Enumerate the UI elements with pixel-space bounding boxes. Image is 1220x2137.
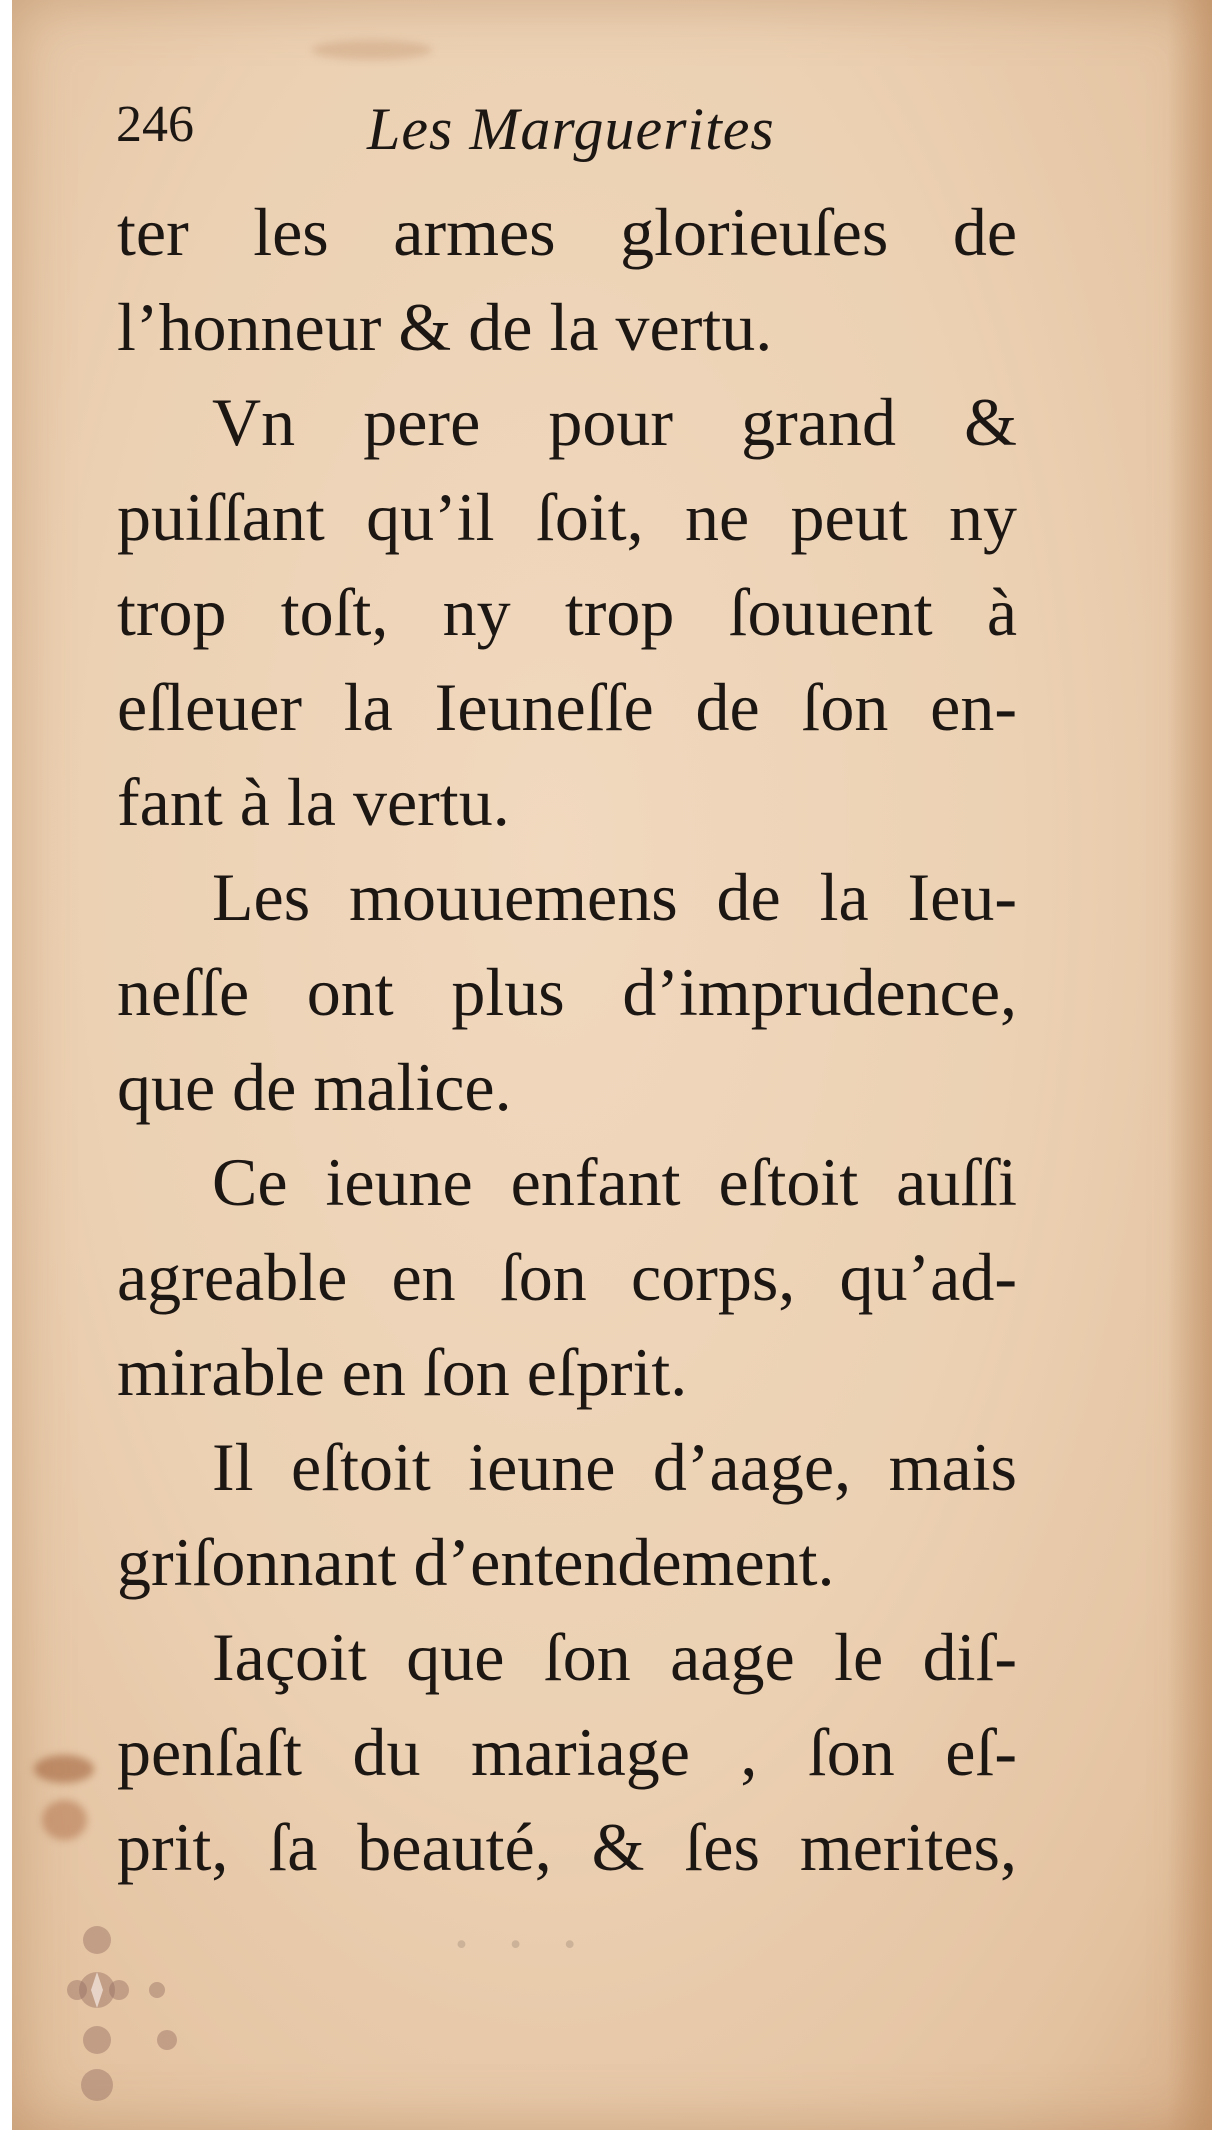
stain-mark xyxy=(42,1800,87,1840)
text-line: penſaſt du mariage , ſon eſ- xyxy=(117,1714,1017,1790)
running-header-title: Les Marguerites xyxy=(367,96,775,162)
page-number: 246 xyxy=(116,96,194,153)
text-line: prit, ſa beauté, & ſes merites, xyxy=(117,1809,1017,1885)
text-line: Vn pere pour grand & xyxy=(212,384,1017,460)
text-line: puiſſant qu’il ſoit, ne peut ny xyxy=(117,479,1017,555)
text-line: ter les armes glorieuſes de xyxy=(117,194,1017,270)
book-page xyxy=(12,0,1212,2130)
text-line: trop toſt, ny trop ſouuent à xyxy=(117,574,1017,650)
text-line: l’honneur & de la vertu. xyxy=(117,289,773,365)
text-line: agreable en ſon corps, qu’ad- xyxy=(117,1239,1017,1315)
text-line: eſleuer la Ieuneſſe de ſon en- xyxy=(117,669,1017,745)
text-line: Iaçoit que ſon aage le diſ- xyxy=(212,1619,1017,1695)
text-line: que de malice. xyxy=(117,1049,512,1125)
show-through-bleed: · · · xyxy=(452,1910,588,1980)
text-line: Il eſtoit ieune d’aage, mais xyxy=(212,1429,1017,1505)
stain-mark xyxy=(34,1755,94,1783)
stain-mark xyxy=(312,40,432,60)
text-line: griſonnant d’entendement. xyxy=(117,1524,835,1600)
text-line: neſſe ont plus d’imprudence, xyxy=(117,954,1017,1030)
text-line: Ce ieune enfant eſtoit auſſi xyxy=(212,1144,1017,1220)
text-line: Les mouuemens de la Ieu- xyxy=(212,859,1017,935)
text-line: mirable en ſon eſprit. xyxy=(117,1334,688,1410)
text-line: fant à la vertu. xyxy=(117,764,510,840)
page-edge-shadow xyxy=(1167,0,1212,2130)
fleuron-ornament-icon xyxy=(57,1920,207,2120)
